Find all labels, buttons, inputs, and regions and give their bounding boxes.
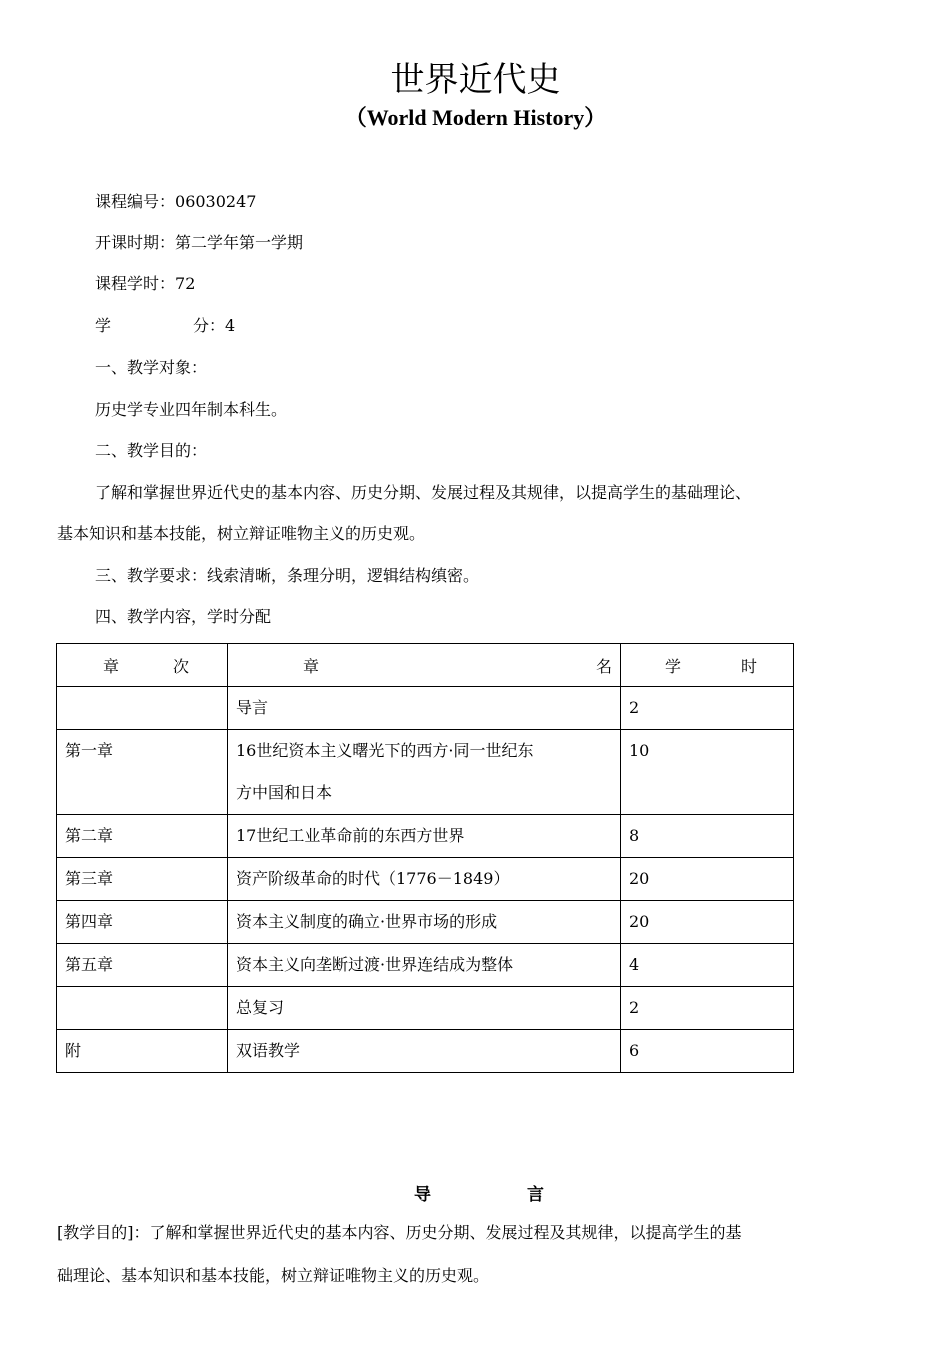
credit-label-b: 分： xyxy=(193,316,226,335)
cell-name: 双语教学 xyxy=(228,1030,621,1073)
intro-heading-b: 言 xyxy=(527,1185,544,1205)
course-code-label: 课程编号： xyxy=(95,192,176,211)
target-text: 历史学专业四年制本科生。 xyxy=(95,400,288,419)
credit-line xyxy=(95,315,235,337)
cell-name-line-2: 方中国和日本 xyxy=(236,783,333,802)
target-heading: 一、教学对象： xyxy=(95,358,208,377)
cell-hours: 20 xyxy=(621,901,794,944)
credit-value: 4 xyxy=(225,316,236,335)
content-heading: 四、教学内容，学时分配 xyxy=(95,607,272,626)
cell-hours: 10 xyxy=(621,730,794,815)
period-label: 开课时期： xyxy=(95,233,176,252)
cell-hours: 20 xyxy=(621,858,794,901)
table-row xyxy=(57,944,794,987)
document-subtitle: （World Modern History） xyxy=(344,105,607,130)
table-row xyxy=(57,901,794,944)
intro-purpose-line-2: 础理论、基本知识和基本技能，树立辩证唯物主义的历史观。 xyxy=(57,1266,490,1285)
cell-chapter: 第四章 xyxy=(57,901,228,944)
intro-heading-a: 导 xyxy=(414,1185,431,1205)
intro-purpose-line-1: [教学目的]：了解和掌握世界近代史的基本内容、历史分期、发展过程及其规律，以提高学生的基 xyxy=(57,1223,742,1242)
table-row xyxy=(57,858,794,901)
cell-chapter: 第三章 xyxy=(57,858,228,901)
cell-chapter xyxy=(57,687,228,730)
table-row xyxy=(57,1030,794,1073)
header-hours: 学 时 xyxy=(621,644,794,687)
intro-heading xyxy=(414,1180,544,1205)
cell-hours: 2 xyxy=(621,987,794,1030)
hours-allocation-table xyxy=(56,643,794,1073)
cell-name: 导言 xyxy=(228,687,621,730)
table-header-row xyxy=(57,644,794,687)
cell-chapter xyxy=(57,987,228,1030)
hours-value: 72 xyxy=(175,274,196,293)
cell-hours: 6 xyxy=(621,1030,794,1073)
cell-name: 资本主义向垄断过渡·世界连结成为整体 xyxy=(228,944,621,987)
cell-name: 总复习 xyxy=(228,987,621,1030)
table-row xyxy=(57,730,794,815)
cell-chapter: 第二章 xyxy=(57,815,228,858)
period-value: 第二学年第一学期 xyxy=(175,233,304,252)
cell-name-line-1: 16世纪资本主义曙光下的西方·同一世纪东 xyxy=(236,741,534,760)
header-chapter: 章 次 xyxy=(57,644,228,687)
hours-label: 课程学时： xyxy=(95,274,176,293)
cell-chapter: 第一章 xyxy=(57,730,228,815)
cell-name: 17世纪工业革命前的东西方世界 xyxy=(228,815,621,858)
document-title: 世界近代史 xyxy=(390,60,561,100)
course-code-value: 06030247 xyxy=(175,192,257,211)
cell-hours: 8 xyxy=(621,815,794,858)
hours-line xyxy=(95,273,195,295)
purpose-heading: 二、教学目的： xyxy=(95,441,208,460)
table-row xyxy=(57,687,794,730)
cell-chapter: 第五章 xyxy=(57,944,228,987)
purpose-line-1: 了解和掌握世界近代史的基本内容、历史分期、发展过程及其规律，以提高学生的基础理论、 xyxy=(95,483,752,502)
cell-hours: 2 xyxy=(621,687,794,730)
course-code-line xyxy=(95,191,256,213)
table-row xyxy=(57,987,794,1030)
table-row xyxy=(57,815,794,858)
requirements-line: 三、教学要求：线索清晰，条理分明，逻辑结构缜密。 xyxy=(95,566,480,585)
cell-name xyxy=(228,730,621,815)
credit-label-a: 学 xyxy=(95,316,112,335)
cell-name: 资产阶级革命的时代（1776－1849） xyxy=(228,858,621,901)
cell-chapter: 附 xyxy=(57,1030,228,1073)
purpose-line-2: 基本知识和基本技能，树立辩证唯物主义的历史观。 xyxy=(57,524,426,543)
period-line xyxy=(95,232,303,254)
cell-hours: 4 xyxy=(621,944,794,987)
cell-name: 资本主义制度的确立·世界市场的形成 xyxy=(228,901,621,944)
header-name: 章 名 xyxy=(228,644,621,687)
